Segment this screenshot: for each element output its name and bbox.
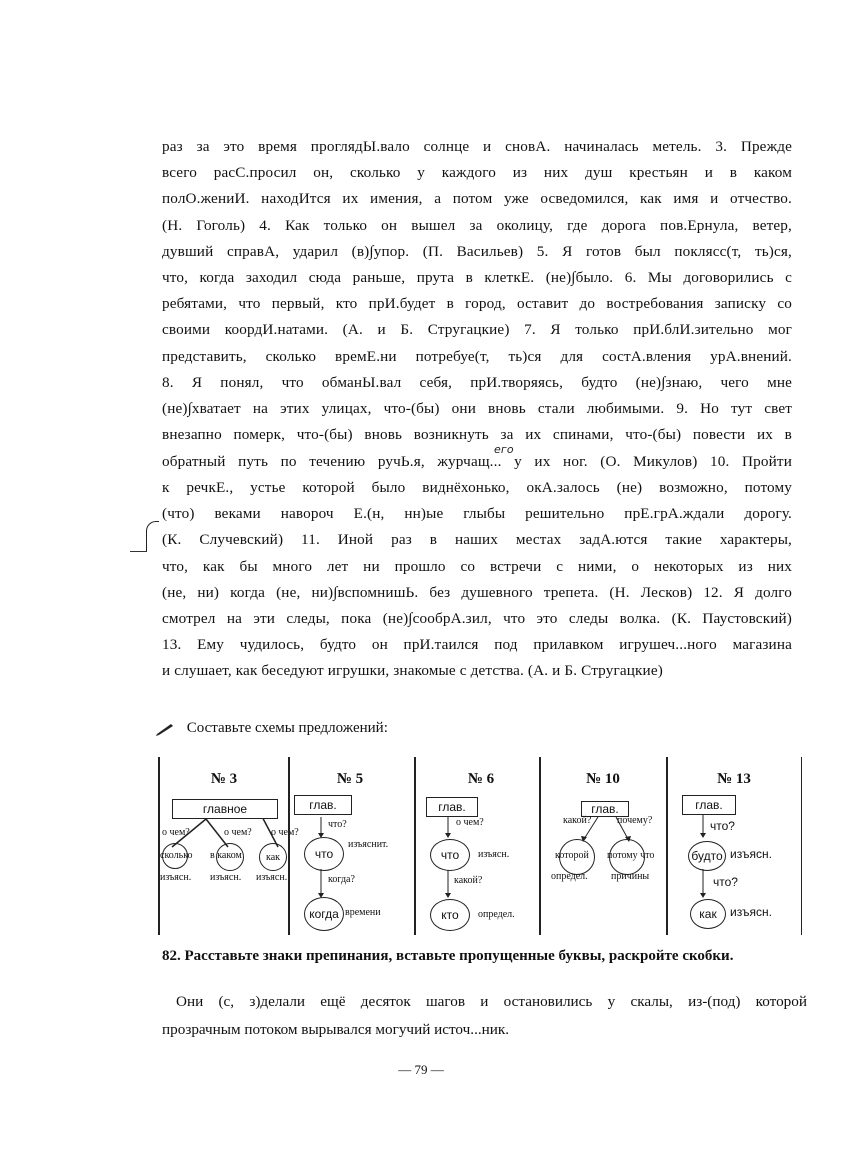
scheme-column-10 [539, 757, 667, 935]
question-label: что? [328, 819, 347, 830]
question-label: какой? [563, 815, 592, 826]
scheme-column-5 [288, 757, 415, 935]
main-clause-box: глав. [682, 795, 736, 815]
text-line: 8. Я понял, что обманЫ.вал себя, прИ.творяясь, будто (не)∫знаю, чего мне [162, 374, 792, 391]
pencil-icon [155, 722, 175, 736]
clause-circle: что [304, 837, 344, 871]
clause-type: изъяснит. [348, 839, 389, 850]
clause-circle: что [430, 839, 470, 871]
task-hint-text: Составьте схемы предложений: [186, 720, 388, 736]
text-line: прозрачным потоком вырывался могучий источ...ник. [162, 1021, 510, 1038]
scheme-column-6 [414, 757, 540, 935]
text-line: дувший справА, ударил (в)∫упор. (П. Васильев) 5. Я готов был поклясс(т, ть)ся, [162, 243, 792, 260]
clause-circle: когда [304, 897, 344, 931]
clause-type: определ. [551, 871, 588, 882]
clause-type: изъясн. [160, 872, 192, 883]
main-clause-box: главное [172, 799, 278, 819]
question-label: о чем? [456, 817, 484, 828]
text-line: (не)∫хватает на этих улицах, что-(бы) они вновь стали любимыми. 9. Но тут свет [162, 400, 792, 417]
scheme-title: № 10 [586, 771, 620, 787]
text-line: смотрел на эти следы, пока (не)∫сообрА.зил, что это следы волка. (К. Паустовский) [162, 610, 792, 627]
text-line: обратный путь по течению ручЬ.я, журчащ... у их ног. (О. Микулов) 10. Пройти [162, 453, 792, 470]
text-line: (К. Случевский) 11. Иной раз в наших местах задА.ются такие характеры, [162, 531, 792, 548]
text-line: раз за это время проглядЫ.вало солнце и сновА. начиналась метель. 3. Прежде [162, 138, 792, 155]
main-clause-box: глав. [294, 795, 352, 815]
text-line: (что) веками навороч Е.(н, нн)ые глыбы решительно прЕ.грА.ждали дорогу. [162, 505, 792, 522]
question-label: что? [713, 875, 738, 889]
question-label: почему? [617, 815, 653, 826]
text-line: представить, сколько времЕ.ни потребуе(т, ть)ся для состА.вления урА.внений. [162, 348, 792, 365]
clause-circle: кто [430, 899, 470, 931]
clause-type: изъясн. [256, 872, 288, 883]
page-number: — 79 — [398, 1062, 444, 1077]
main-clause-box: глав. [581, 801, 629, 817]
text-line: внезапно померк, что-(бы) вновь возникнуть за их спинами, что-(бы) повести их в [162, 426, 792, 443]
clause-type: изъясн. [478, 849, 510, 860]
task-hint [155, 720, 388, 737]
text-line: что, как бы много лет ни прошло со встречи с ними, о некоторых из них [162, 558, 792, 575]
scheme-title: № 6 [467, 771, 495, 787]
text-line: ребятами, что первый, кто прИ.будет в город, оставит до востребования записку со [162, 295, 792, 312]
clause-word: в каком [210, 850, 242, 861]
margin-bracket [146, 521, 159, 552]
text-line: своими коордИ.натами. (А. и Б. Стругацкие) 7. Я только прИ.блИ.зительно мог [162, 321, 792, 338]
text-line: что, когда заходил сюда раньше, прута в клеткЕ. (не)∫было. 6. Мы договорились с [162, 269, 792, 286]
clause-circle: как [259, 843, 287, 871]
text-line: всего расС.просил он, сколько у каждого из них душ крестьян и в каком [162, 164, 792, 181]
text-line: Они (с, з)делали ещё десяток шагов и остановились у скалы, из-(под) которой [176, 993, 807, 1010]
clause-type: изъясн. [210, 872, 242, 883]
clause-type: причины [611, 871, 650, 882]
text-line: (Н. Гоголь) 4. Как только он вышел за околицу, где дорога пов.Ернула, ветер, [162, 217, 792, 234]
handwritten-note: его [494, 443, 514, 456]
clause-word: которой [555, 850, 589, 861]
clause-circle: как [690, 899, 726, 929]
scheme-title: № 13 [717, 771, 751, 787]
text-line: к речкЕ., устье которой было виднёхонько, окА.залось (не) возможно, потому [162, 479, 792, 496]
exercise-82-title: 82. Расставьте знаки препинания, вставьте пропущенные буквы, раскройте скобки. [162, 948, 734, 964]
clause-word: потому что [607, 850, 655, 861]
question-label: о чем? [162, 827, 190, 838]
text-line: и слушает, как беседуют игрушки, знакомые с детства. (А. и Б. Стругацкие) [162, 662, 663, 679]
margin-bracket-tail [130, 551, 147, 552]
main-clause-box: глав. [426, 797, 478, 817]
clause-word: сколько [160, 850, 193, 861]
question-label: что? [710, 819, 735, 833]
question-label: о чем? [271, 827, 299, 838]
text-line: 13. Ему чудилось, будто он прИ.таился под прилавком игрушеч...ного магазина [162, 636, 792, 653]
question-label: какой? [454, 875, 483, 886]
text-line: полО.жениИ. находИтся их имения, а потом уже осведомился, как имя и отчество. [162, 190, 792, 207]
clause-type: времени [345, 907, 381, 918]
clause-type: изъясн. [730, 847, 772, 861]
clause-circle: будто [688, 841, 726, 871]
question-label: о чем? [224, 827, 252, 838]
clause-type: определ. [478, 909, 515, 920]
question-label: когда? [328, 874, 355, 885]
scheme-column-13 [666, 757, 802, 935]
scheme-title: № 5 [336, 771, 364, 787]
text-line: (не, ни) когда (не, ни)∫вспомнишЬ. без душевного трепета. (Н. Лесков) 12. Я долго [162, 584, 792, 601]
clause-type: изъясн. [730, 905, 772, 919]
scheme-title: № 3 [210, 771, 238, 787]
sentence-schemes [158, 757, 813, 935]
